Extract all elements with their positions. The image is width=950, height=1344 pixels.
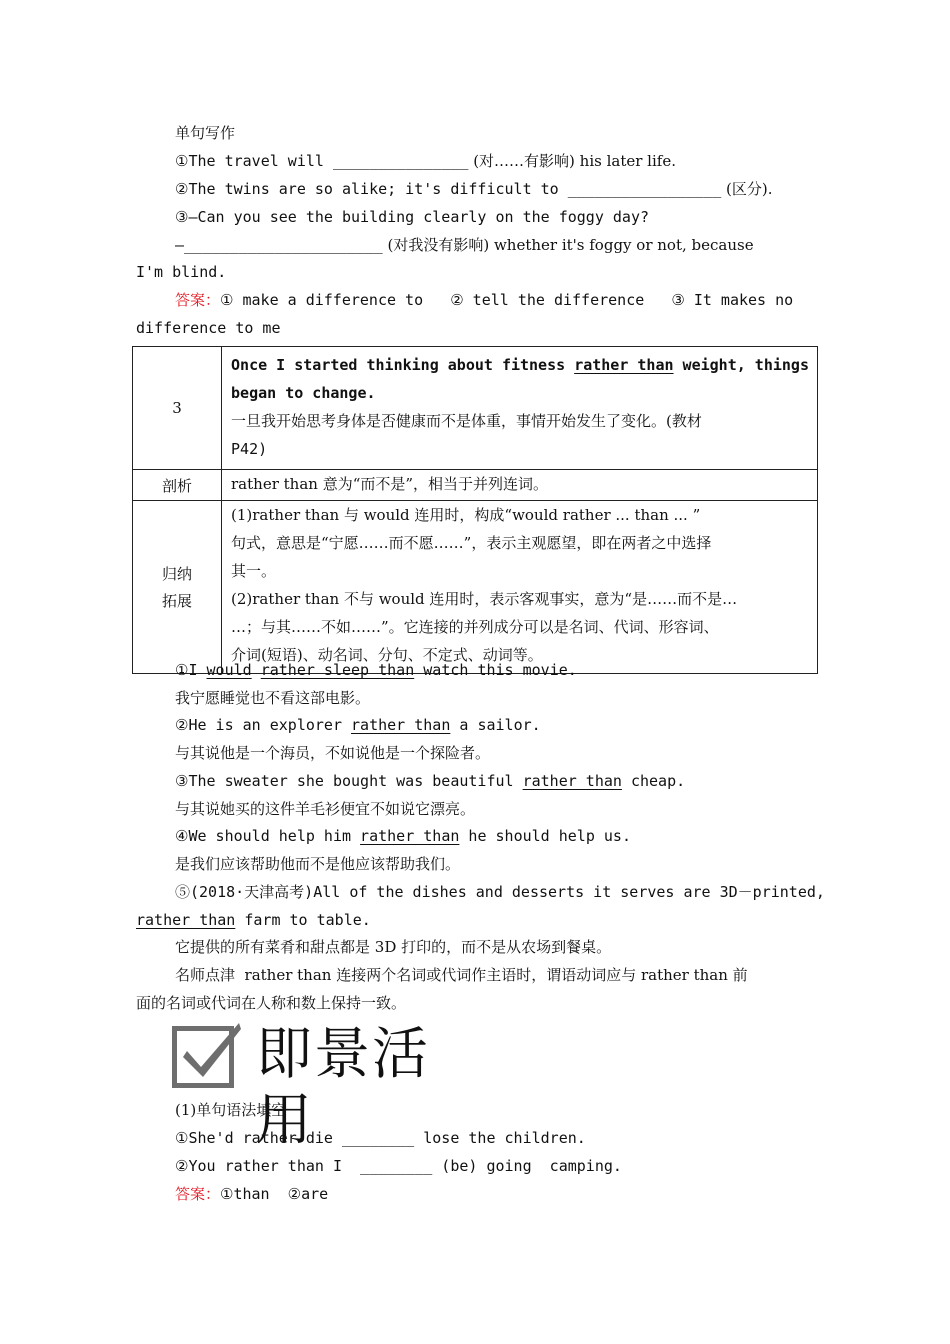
example-keyphrase: rather than xyxy=(351,716,451,734)
question-1 xyxy=(175,151,676,171)
grammar-answer xyxy=(175,1184,328,1204)
summary-line: 句式，意思是“宁愿……而不愿……”，表示主观愿望，即在两者之中选择 xyxy=(231,534,712,552)
table-row xyxy=(133,470,818,501)
example-keyphrase: rather sleep than xyxy=(260,661,415,679)
example-2 xyxy=(175,715,541,735)
example-1 xyxy=(175,660,577,680)
sentence-en xyxy=(231,351,809,379)
example-keyphrase: rather than xyxy=(136,911,236,929)
example-3-translation: 与其说她买的这件羊毛衫便宜不如说它漂亮。 xyxy=(175,800,476,818)
grammar-question-2: ②You rather than I ________ (be) going camping. xyxy=(175,1157,622,1175)
example-4-translation: 是我们应该帮助他而不是他应该帮助我们。 xyxy=(175,855,461,873)
summary-line: 介词(短语)、动名词、分句、不定式、动词等。 xyxy=(231,646,543,664)
example-5-translation: 它提供的所有菜肴和甜点都是 3D 打印的，而不是从农场到餐桌。 xyxy=(175,938,612,956)
q2-pre: ②The twins are so alike; it's difficult to xyxy=(175,180,568,198)
example-5: ⑤(2018·天津高考)All of the dishes and desserts it serves are 3D－printed, xyxy=(175,883,825,901)
question-2 xyxy=(175,179,773,199)
q1-blank: _______________ xyxy=(332,152,469,170)
grammar-question-1: ①She'd rather die ________ lose the children. xyxy=(175,1129,586,1147)
table-row xyxy=(133,347,818,470)
summary-line: (2)rather than 不与 would 连用时，表示客观事实，意为“是……而不是… xyxy=(231,590,738,608)
answer-label: 答案： xyxy=(175,1185,221,1203)
example-keyphrase: rather than xyxy=(522,772,622,790)
example-text: a sailor. xyxy=(450,716,541,734)
summary-label-1: 归纳 xyxy=(162,565,193,583)
answer-line-2: difference to me xyxy=(136,319,281,337)
example-keyphrase: rather than xyxy=(360,827,460,845)
row-number: 3 xyxy=(133,347,222,470)
summary-line: (1)rather than 与 would 连用时，构成“would rather ... than ... ” xyxy=(231,506,701,524)
q3-dash: — xyxy=(175,236,185,254)
analysis-text: rather than 意为“而不是”，相当于并列连词。 xyxy=(231,475,549,493)
checkbox-icon xyxy=(172,1026,234,1088)
summary-line: 其一。 xyxy=(231,562,277,580)
analysis-cell xyxy=(222,470,818,501)
banner-title: 即景活用 xyxy=(256,1022,430,1153)
example-sentence-cell xyxy=(222,347,818,470)
answer-label: 答案： xyxy=(175,291,221,309)
table-row xyxy=(133,501,818,674)
sentence-part: weight, things xyxy=(673,356,809,374)
example-text: ④We should help him xyxy=(175,827,361,845)
question-3-continuation: I'm blind. xyxy=(136,263,227,281)
sentence-en-cont: began to change. xyxy=(231,384,376,402)
sentence-keyphrase: rather than xyxy=(574,356,674,374)
q2-post: (区分). xyxy=(721,180,773,198)
example-keyphrase: would xyxy=(206,661,252,679)
summary-cell xyxy=(222,501,818,674)
example-1-translation: 我宁愿睡觉也不看这部电影。 xyxy=(175,689,371,707)
example-text: ②He is an explorer xyxy=(175,716,352,734)
example-5-cont xyxy=(136,910,371,930)
q2-blank: _________________ xyxy=(567,180,722,198)
example-4 xyxy=(175,826,631,846)
answer-text: ①than ②are xyxy=(220,1185,329,1203)
question-3-prompt: ③—Can you see the building clearly on the foggy day? xyxy=(175,208,650,226)
q3-blank: ______________________ xyxy=(184,236,383,254)
answer-line-1 xyxy=(175,290,793,310)
question-3-response xyxy=(175,235,754,255)
answer-text-1: ① make a difference to ② tell the difference ③ It makes no xyxy=(220,291,794,309)
lexicon-table xyxy=(132,346,818,674)
summary-line: …；与其……不如……”。它连接的并列成分可以是名词、代词、形容词、 xyxy=(231,618,719,636)
teacher-tip-line-2: 面的名词或代词在人称和数上保持一致。 xyxy=(136,994,407,1012)
example-text: watch this movie. xyxy=(414,661,577,679)
row-label-analysis: 剖析 xyxy=(133,470,222,501)
q1-post: (对……有影响) his later life. xyxy=(468,152,676,170)
section-title: 单句写作 xyxy=(175,124,236,142)
sentence-part: Once I started thinking about fitness xyxy=(231,356,575,374)
example-text: ①I xyxy=(175,661,207,679)
sentence-source: P42) xyxy=(231,440,268,458)
example-2-translation: 与其说他是一个海员，不如说他是一个探险者。 xyxy=(175,744,491,762)
grammar-fill-title: (1)单句语法填空 xyxy=(175,1101,287,1119)
teacher-tip-line-1: 名师点津 rather than 连接两个名词或代词作主语时，谓语动词应与 rather than 前 xyxy=(175,966,748,984)
example-3 xyxy=(175,771,685,791)
q3-post: (对我没有影响) whether it's foggy or not, because xyxy=(382,236,754,254)
example-text: ③The sweater she bought was beautiful xyxy=(175,772,523,790)
row-label-summary xyxy=(133,501,222,674)
example-text xyxy=(252,661,261,679)
example-text: he should help us. xyxy=(459,827,631,845)
summary-label-2: 拓展 xyxy=(162,592,193,610)
sentence-cn: 一旦我开始思考身体是否健康而不是体重，事情开始发生了变化。(教材 xyxy=(231,412,702,430)
q1-pre: ①The travel will xyxy=(175,152,333,170)
example-text: farm to table. xyxy=(235,911,371,929)
example-text: cheap. xyxy=(621,772,686,790)
